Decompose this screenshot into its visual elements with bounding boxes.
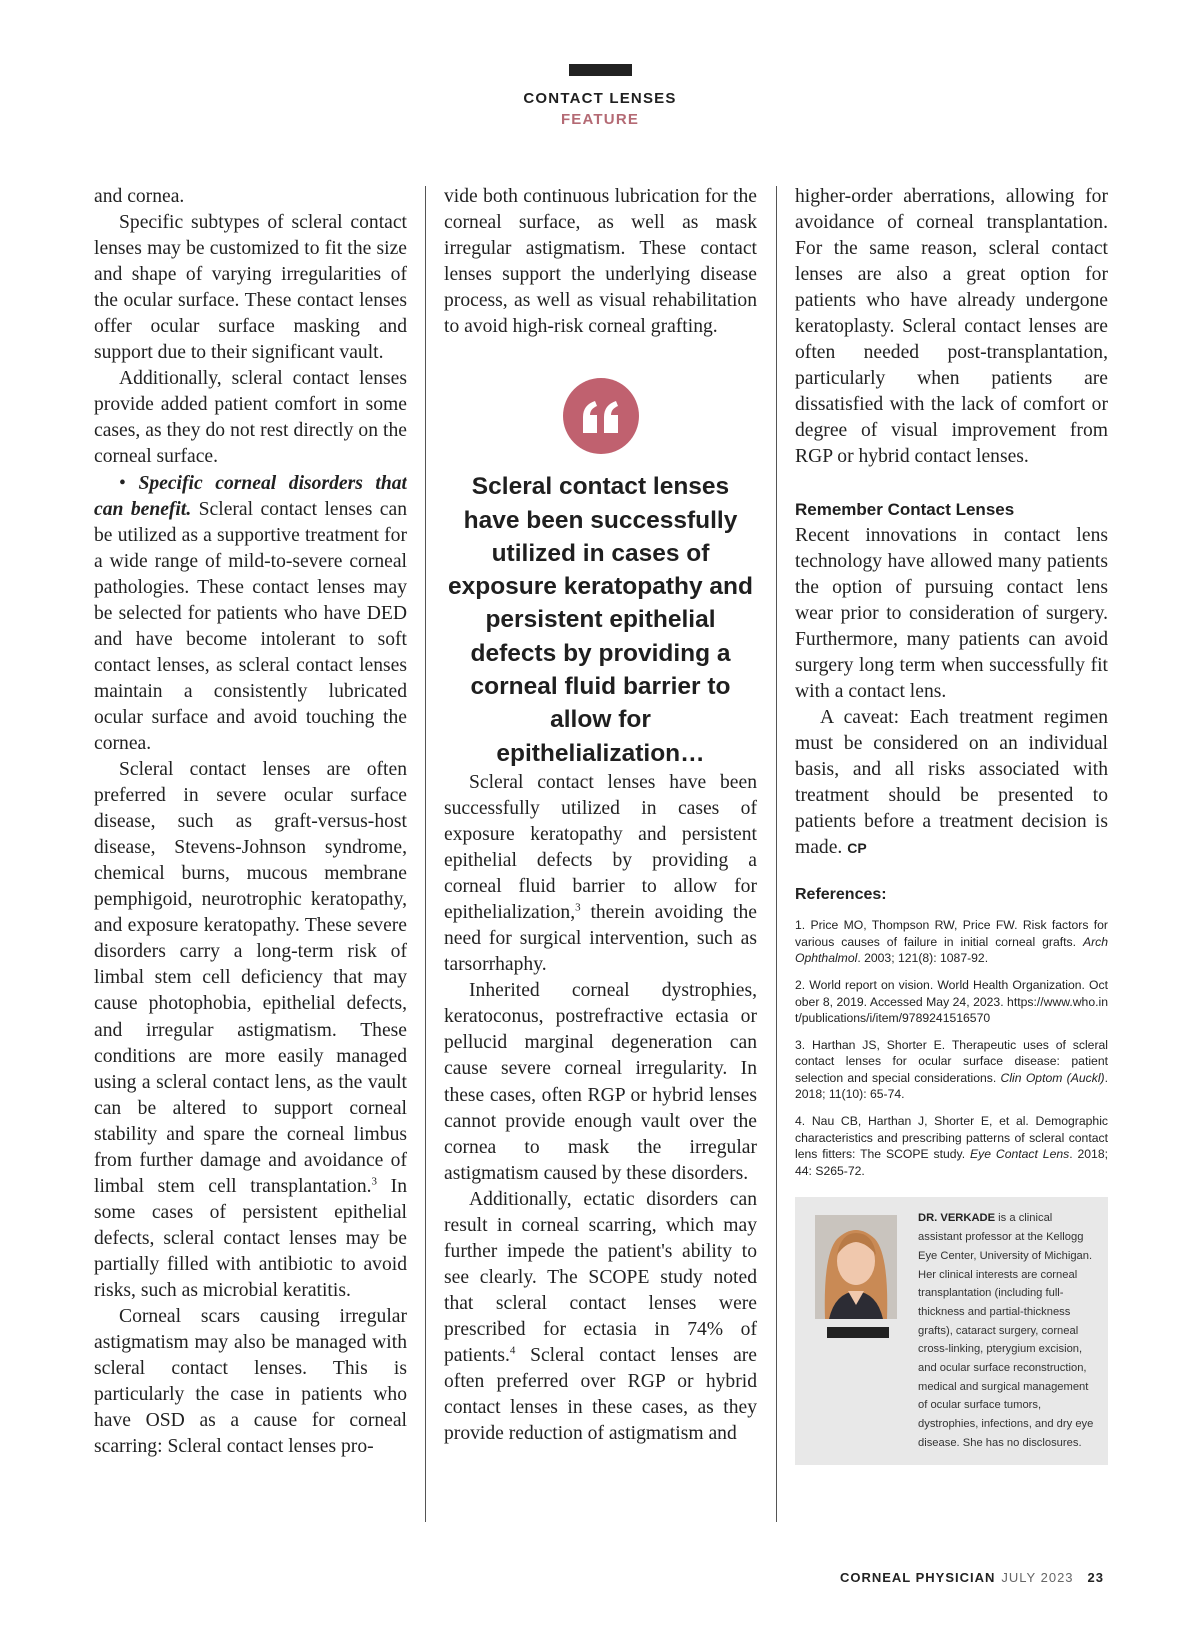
citation-3: 3 [575,901,581,914]
col1-paragraph-6: Corneal scars causing irregular astigmatism may also be managed with scleral contact lenses. This is particularly the case in patients who have OSD as a cause for corneal scarring: Scleral contact lenses pro- [94,1306,407,1458]
author-bio-text [918,1209,1098,1452]
col1-paragraph-3: Additionally, scleral contact lenses provide added patient comfort in some cases, as they do not rest directly on the corneal surface. [94,368,407,468]
section-label: CONTACT LENSES [523,90,677,107]
col2-paragraph-2-tail: therein avoiding the need for surgical intervention, such as tarsorrhaphy. [444,902,757,976]
reference-3 [795,1037,1108,1103]
reference-1-journal: Arch Ophthalmol [795,934,1108,966]
page-number: 23 [1087,1570,1104,1585]
author-photo [815,1215,897,1319]
col2-paragraph-4 [444,1187,757,1447]
bullet: • [119,472,126,494]
quote-mark-icon [563,378,639,454]
col2-paragraph-4-text: Additionally, ectatic disorders can result in corneal scarring, which may further impede the patient's ability to see clearly. The SCOPE study noted that scleral contact lenses were prescribed for ectasia in 74% of patients. [444,1188,757,1366]
reference-2[interactable]: 2. World report on vision. World Health Organization. October 8, 2019. Accessed May 24, 2023. https://www.who.int/publications/i/item/9789241516570 [795,977,1108,1026]
citation-3: 3 [371,1175,378,1188]
col2-paragraph-3: Inherited corneal dystrophies, keratoconus, postrefractive ectasia or pellucid marginal degeneration can cause severe corneal irregularity. In these cases, often RGP or hybrid lenses cannot provide enough vault over the cornea to mask the irregular astigmatism caused by these disorders. [444,980,757,1184]
reference-3-journal: Clin Optom (Auckl) [1000,1070,1105,1085]
column-1 [94,184,407,1524]
author-bio-box [795,1197,1108,1465]
pull-quote: Scleral contact lenses have been successfully utilized in cases of exposure keratopathy and persistent epithelial defects by providing a corneal fluid barrier to allow for epithelialization… [448,473,753,767]
reference-3-text: 3. Harthan JS, Shorter E. Therapeutic uses of scleral contact lenses for ocular surface disease: patient selection and special considerations. [795,1037,1108,1085]
col2-paragraph-1: vide both continuous lubrication for the corneal surface, as well as mask irregular astigmatism. These contact lenses support the underlying disease process, as well as visual rehabilitation to avoid high-risk corneal grafting. [444,186,757,338]
col2-paragraph-4-tail: Scleral contact lenses are often preferred over RGP or hybrid contact lenses in these cases, as they provide reduction of astigmatism and [444,1344,757,1445]
page-footer [840,1570,1104,1585]
publication-name: CORNEAL PHYSICIAN [839,1570,996,1585]
col1-paragraph-2: Specific subtypes of scleral contact lenses may be customized to fit the size and shape of varying irregularities of the ocular surface. These contact lenses offer ocular surface masking and support due to their significant vault. [94,212,407,364]
col1-paragraph-5-tail: In some cases of persistent epithelial defects, scleral contact lenses may be partially filled with antibiotic to avoid risks, such as microbial keratitis. [94,1175,407,1301]
section-heading: Remember Contact Lenses [795,499,1015,519]
col1-paragraph-5 [94,757,407,1304]
column-rule-1 [425,186,426,1522]
col3-paragraph-2: Recent innovations in contact lens technology have allowed many patients the option of pursuing contact lens wear prior to consideration of surgery. Furthermore, many patients can avoid surgery long term when successfully fit with a contact lens. [795,524,1108,702]
col1-paragraph-4-text: Scleral contact lenses can be utilized as a supportive treatment for a wide range of mild-to-severe corneal pathologies. These contact lenses may be selected for patients who have DED and have become intolerant to soft contact lenses, as scleral contact lenses maintain a consistently lubricated ocular surface and avoid touching the cornea. [94,498,407,754]
reference-4-text: 4. Nau CB, Harthan J, Shorter E, et al. Demographic characteristics and prescribing patterns of scleral contact lens fitters: The SCOPE study. [795,1114,1108,1162]
references-heading: References: [795,886,887,904]
header-decor-bar [569,64,632,76]
run-in-heading: Specific corneal disorders that can benefit. [94,472,407,520]
col1-paragraph-4 [94,471,407,758]
reference-1-text: 1. Price MO, Thompson RW, Price FW. Risk factors for various causes of failure in initial corneal grafts. [795,918,1108,949]
col2-paragraph-2 [444,770,757,978]
photo-caption-bar [827,1327,889,1338]
col1-paragraph-1: and cornea. [94,186,185,207]
column-rule-2 [776,186,777,1522]
reference-4-tail: . 2018; 44: S265-72. [795,1147,1108,1178]
issue-date: JULY 2023 [1001,1570,1074,1585]
reference-4 [795,1113,1108,1179]
col1-paragraph-5-text: Scleral contact lenses are often preferred in severe ocular surface disease, such as graft-versus-host disease, Stevens-Johnson syndrome, chemical burns, mucous membrane pemphigoid, neurotrophic keratopathy, and exposure keratopathy. These severe disorders carry a long-term risk of limbal stem cell deficiency that may cause photophobia, epithelial defects, and irregular astigmatism. These conditions are more easily managed using a scleral contact lens, as the vault can be altered to support corneal stability and spare the corneal limbus from further damage and avoidance of limbal stem cell transplantation. [94,759,407,1197]
column-2 [444,184,757,1524]
col2-paragraph-2-text: Scleral contact lenses have been successfully utilized in cases of exposure keratopathy and persistent epithelial defects by providing a corneal fluid barrier to allow for epithelialization, [444,771,757,924]
reference-1-tail: . 2003; 121(8): 1087-92. [857,951,989,966]
col3-paragraph-1: higher-order aberrations, allowing for avoidance of corneal transplantation. For the same reason, scleral contact lenses are also a great option for patients who have already undergone keratoplasty. Scleral contact lenses are often needed post-transplantation, particularly when patients are dissatisfied with the lack of comfort or degree of visual improvement from RGP or hybrid contact lenses. [795,186,1108,468]
col3-paragraph-3 [795,705,1108,861]
subsection-label: FEATURE [560,111,640,128]
reference-1 [795,917,1108,967]
citation-4: 4 [509,1344,516,1357]
author-bio-body: is a clinical assistant professor at the Kellogg Eye Center, University of Michigan. Her clinical interests are corneal transplantation (including full-thickness and partial-thickness grafts), cataract surgery, corneal cross-linking, pterygium excision, and ocular surface reconstruction, medical and surgical management of ocular surface tumors, dystrophies, infections, and dry eye disease. She has no disclosures. [918,1212,1094,1449]
reference-3-tail: . 2018; 11(10): 65-74. [795,1070,1108,1102]
end-mark: CP [847,840,867,857]
col3-paragraph-3-text: A caveat: Each treatment regimen must be considered on an individual basis, and all risks associated with treatment should be presented to patients before a treatment decision is made. [795,706,1108,859]
reference-4-journal: Eye Contact Lens [970,1147,1070,1162]
column-3 [795,184,1108,1524]
author-name: DR. VERKADE [918,1212,996,1225]
